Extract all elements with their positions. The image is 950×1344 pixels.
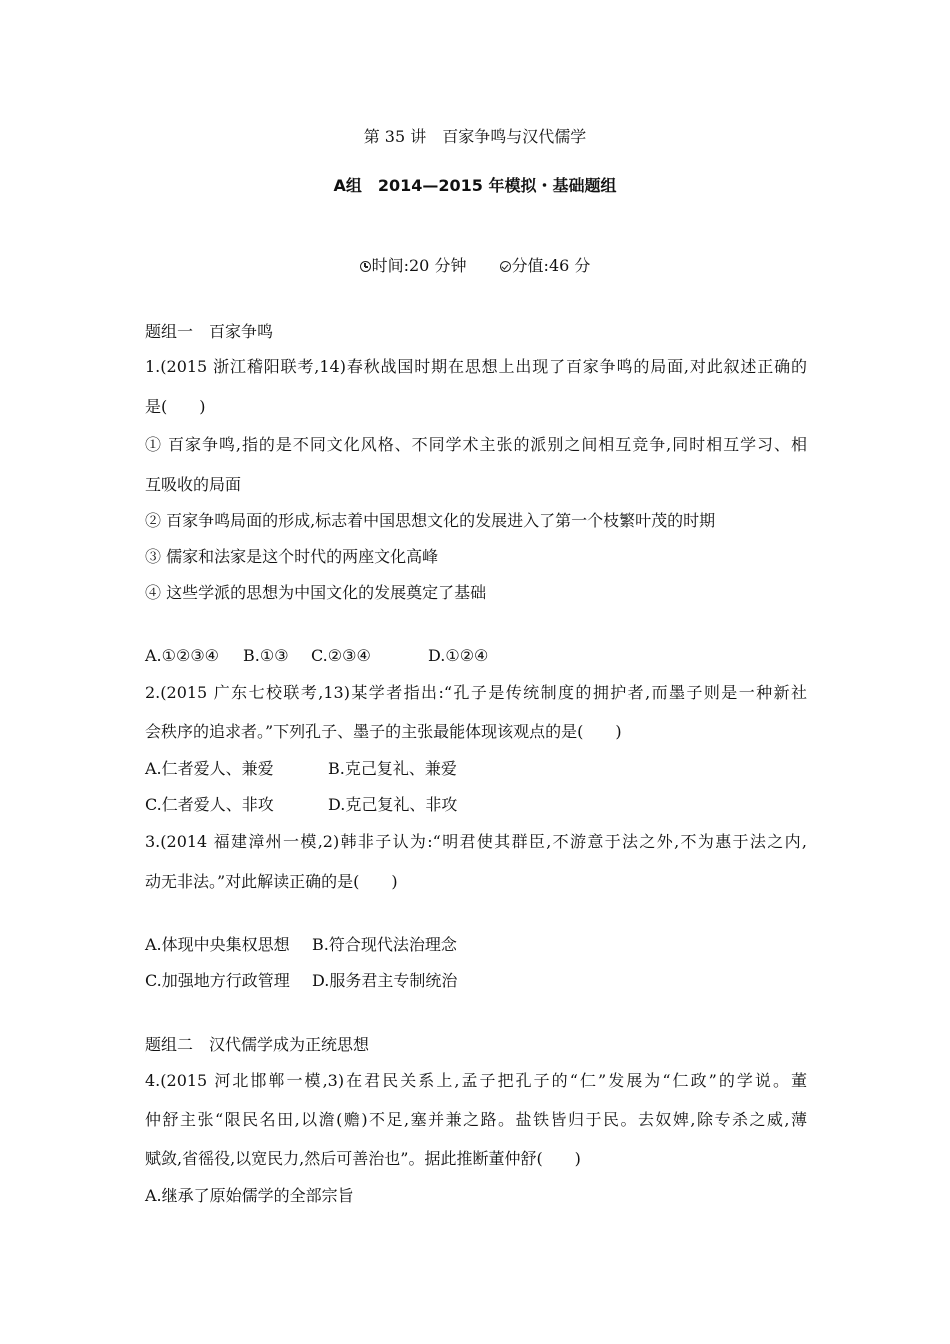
page-title: 第 35 讲 百家争鸣与汉代儒学	[363, 127, 587, 146]
q3-options-row1	[145, 935, 457, 955]
q4-stem-line2: 仲舒主张“限民名田,以澹(赡)不足,塞并兼之路。盐铁皆归于民。去奴婢,除专杀之威,薄	[145, 1110, 807, 1129]
q1-statement-4: ④ 这些学派的思想为中国文化的发展奠定了基础	[145, 583, 487, 602]
q2-options-row2	[145, 795, 457, 815]
q2-option-b: B.克己复礼、兼爱	[328, 759, 457, 778]
q4-option-a: A.继承了原始儒学的全部宗旨	[145, 1186, 354, 1205]
score-info	[500, 253, 591, 276]
q1-statement-1b: 互吸收的局面	[145, 475, 242, 494]
q1-stem-line1: 1.(2015 浙江稽阳联考,14)春秋战国时期在思想上出现了百家争鸣的局面,对此叙述正确的	[145, 357, 807, 376]
q1-option-a: A.①②③④	[145, 646, 220, 665]
score-text: 分值:46 分	[511, 256, 591, 275]
group1-heading: 题组一 百家争鸣	[145, 322, 274, 341]
exam-meta	[0, 253, 950, 276]
q3-option-d: D.服务君主专制统治	[312, 971, 458, 990]
section-subtitle: A组 2014—2015 年模拟・基础题组	[333, 176, 617, 195]
q1-option-d: D.①②④	[428, 646, 489, 665]
q3-stem-line2: 动无非法。”对此解读正确的是( )	[145, 872, 398, 891]
q3-stem-line1: 3.(2014 福建漳州一模,2)韩非子认为:“明君使其群臣,不游意于法之外,不为惠于法之内,	[145, 832, 807, 851]
time-text: 时间:20 分钟	[371, 256, 467, 275]
check-icon	[500, 261, 511, 272]
q1-options	[145, 646, 488, 666]
q1-statement-1a: ① 百家争鸣,指的是不同文化风格、不同学术主张的派别之间相互竞争,同时相互学习、相	[145, 435, 807, 454]
q4-stem-line3: 赋敛,省徭役,以宽民力,然后可善治也”。据此推断董仲舒( )	[145, 1149, 581, 1168]
q1-statement-2: ② 百家争鸣局面的形成,标志着中国思想文化的发展进入了第一个枝繁叶茂的时期	[145, 511, 716, 530]
q3-options-row2	[145, 971, 457, 991]
q3-option-a: A.体现中央集权思想	[145, 935, 290, 954]
q2-stem-line1: 2.(2015 广东七校联考,13)某学者指出:“孔子是传统制度的拥护者,而墨子则是一种新社	[145, 683, 807, 702]
time-info	[360, 253, 467, 276]
q3-option-c: C.加强地方行政管理	[145, 971, 290, 990]
clock-icon	[360, 261, 371, 272]
q4-stem-line1: 4.(2015 河北邯郸一模,3)在君民关系上,孟子把孔子的“仁”发展为“仁政”的学说。董	[145, 1071, 807, 1090]
q1-option-b: B.①③	[243, 646, 289, 665]
q2-stem-line2: 会秩序的追求者。”下列孔子、墨子的主张最能体现该观点的是( )	[145, 722, 622, 741]
q2-option-d: D.克己复礼、非攻	[328, 795, 458, 814]
q2-options-row1	[145, 759, 457, 779]
q2-option-a: A.仁者爱人、兼爱	[145, 759, 274, 778]
q3-option-b: B.符合现代法治理念	[312, 935, 457, 954]
group2-heading: 题组二 汉代儒学成为正统思想	[145, 1035, 370, 1054]
q1-stem-line2: 是( )	[145, 397, 206, 416]
q1-option-c: C.②③④	[311, 646, 371, 665]
q2-option-c: C.仁者爱人、非攻	[145, 795, 274, 814]
q1-statement-3: ③ 儒家和法家是这个时代的两座文化高峰	[145, 547, 439, 566]
